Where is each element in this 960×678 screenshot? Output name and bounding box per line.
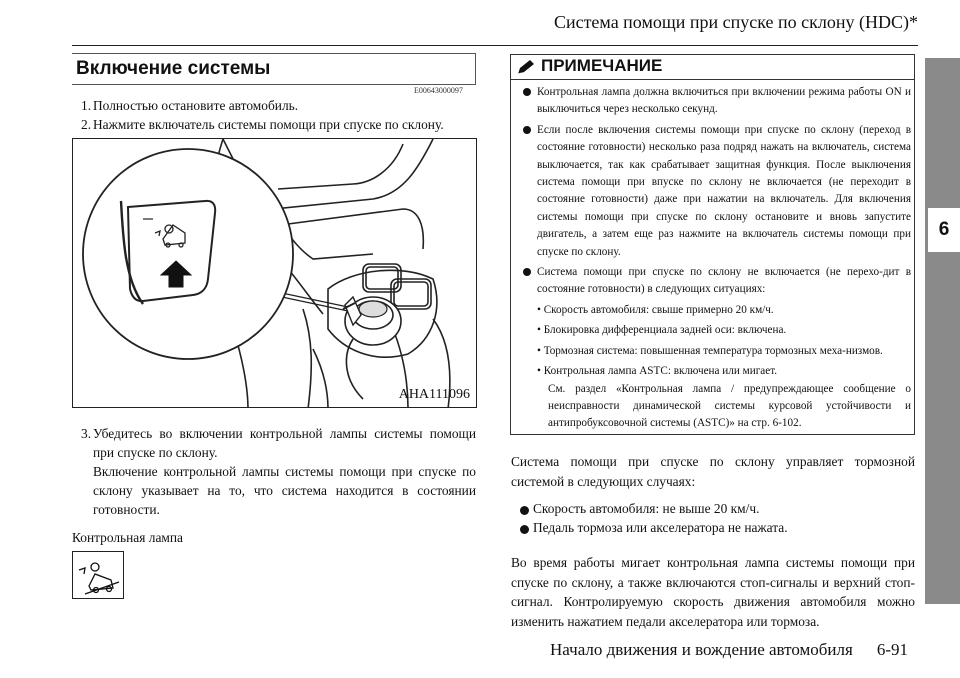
note-item [521, 264, 911, 299]
step-3-text: Убедитесь во включении контрольной лампы системы помощи при спуске по склону. [93, 426, 476, 460]
body-outro: Во время работы мигает контрольная лампа системы помощи при спуске по склону, а также включаются стоп-сигналы и верхний стоп-сигнал. Контролируемую скорость движения автомобиля можно изменить нажатием педали акселератора или тормоза. [511, 555, 915, 629]
page-header-title: Система помощи при спуске по склону (HDC)* [553, 12, 918, 32]
condition-item [520, 520, 788, 536]
bullet-icon [523, 88, 531, 96]
step-3-extra: Включение контрольной лампы системы помощи при спуске по склону указывает на то, что система находится в состоянии готовности. [93, 464, 476, 517]
indicator-lamp-symbol [72, 551, 124, 599]
bullet-icon [523, 268, 531, 276]
note-header [511, 55, 914, 80]
page-number: 6-91 [876, 640, 909, 659]
bullet-icon [520, 506, 529, 515]
header-rule [72, 45, 918, 46]
note-sub-reference: См. раздел «Контрольная лампа / предупреждающее сообщение о неисправности динамической системы курсовой устойчивости и антипробуксовочной системы (ASTC)» на стр. 6-102. [548, 382, 911, 430]
note-sub-item: • Скорость автомобиля: свыше примерно 20 км/ч. [537, 303, 774, 316]
step-number: 1. [81, 98, 92, 113]
condition-item [520, 501, 759, 517]
note-list [521, 84, 911, 436]
page-footer [550, 640, 908, 660]
section-code: E00643000097 [414, 86, 463, 95]
body-intro: Система помощи при спуске по склону управляет тормозной системой в следующих случаях: [511, 454, 915, 489]
note-item-text: Система помощи при спуске по склону не включается (не перехо-дит в состояние готовности) в следующих ситуациях: [537, 266, 911, 296]
note-item-text: Контрольная лампа должна включиться при включении режима работы ON и выключиться через несколько секунд. [537, 86, 911, 116]
section-heading [72, 53, 476, 85]
console-drawing [73, 139, 477, 408]
bullet-icon [520, 525, 529, 534]
chapter-side-tab [925, 58, 960, 604]
console-illustration [72, 138, 477, 408]
footer-section: Начало движения и вождение автомобиля [550, 640, 853, 659]
note-item-text: Если после включения системы помощи при спуске по склону (переход в состояние готовности) несколько раза подряд нажать на включатель, система выключается, так как срабатывает защитная функция. После выключения система помощи при впуске по склону не включается (не переходит в состояние готовности) даже при нажатии на включатель. Для включения системы помощи при спуске по склону остановите и вновь запустите двигатель, а затем еще раз нажмите на включатель системы помощи при спуске по склону. [537, 123, 911, 258]
step-text: Полностью остановите автомобиль. [93, 98, 299, 113]
note-title: ПРИМЕЧАНИЕ [541, 56, 663, 75]
note-box [510, 54, 915, 435]
step-number: 3. [81, 426, 92, 441]
note-sub-item: • Контрольная лампа ASTC: включена или мигает. [537, 365, 778, 378]
step-number: 2. [81, 117, 92, 132]
hdc-lamp-icon [73, 552, 125, 600]
indicator-lamp-label: Контрольная лампа [72, 530, 183, 545]
step-text: Нажмите включатель системы помощи при спуске по склону. [93, 117, 444, 132]
note-item [521, 122, 911, 261]
chapter-number: 6 [928, 208, 960, 252]
pencil-note-icon [516, 58, 538, 76]
note-item [521, 84, 911, 119]
section-heading-text: Включение системы [76, 58, 271, 79]
condition-text: Скорость автомобиля: не выше 20 км/ч. [533, 501, 760, 516]
figure-code: AHA111096 [398, 387, 470, 402]
note-sub-item: • Блокировка дифференциала задней оси: включена. [537, 324, 787, 337]
condition-text: Педаль тормоза или акселератора не нажата. [533, 520, 788, 535]
note-sub-item: • Тормозная система: повышенная температура тормозных меха-низмов. [537, 344, 883, 357]
step-text [93, 424, 476, 519]
bullet-icon [523, 126, 531, 134]
